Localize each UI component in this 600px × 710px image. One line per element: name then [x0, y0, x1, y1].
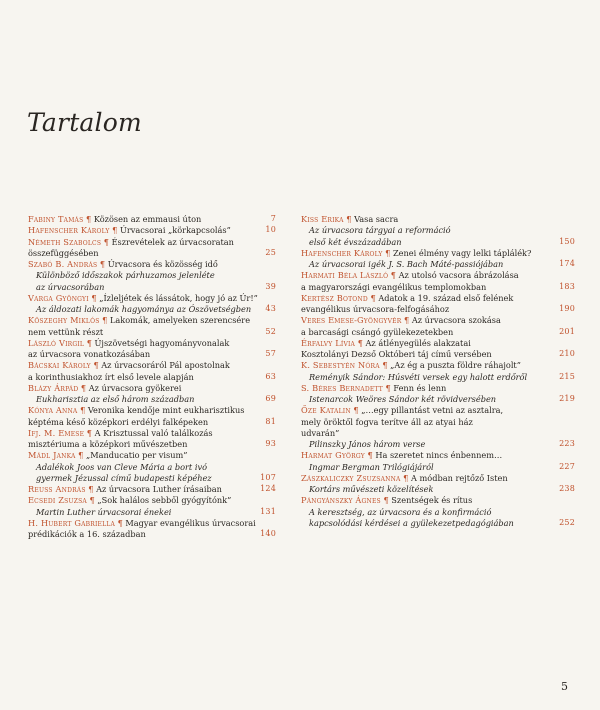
toc-title: evangélikus úrvacsora-felfogásához: [301, 304, 450, 314]
toc-entry: [28, 484, 276, 495]
toc-author: H. Hubert Gabriella: [28, 517, 115, 528]
toc-author: Kónya Anna: [28, 405, 78, 416]
pilcrow-separator: ¶: [388, 270, 399, 281]
toc-title-line: [301, 338, 575, 349]
toc-title: Veronika kendője mint eukharisztikus: [87, 405, 245, 416]
toc-subtitle: Istenarcok Weöres Sándor két rövidversében: [309, 394, 497, 404]
toc-title-line: [28, 518, 276, 529]
toc-title: Vasa sacra: [354, 214, 399, 224]
toc-entry: [301, 248, 575, 271]
toc-title-line: [28, 450, 276, 461]
toc-subtitle: Adalékok Joos van Cleve Mária a bort ivó: [36, 461, 207, 472]
toc-page-number: 223: [559, 439, 575, 448]
toc-title: Az átlényegülés alakzatai: [365, 337, 471, 348]
toc-title-line: [28, 293, 276, 304]
toc-title-line: [301, 383, 575, 394]
toc-title-line: [28, 495, 276, 506]
toc-subtitle: Pilinszky János három verse: [309, 439, 426, 449]
toc-page-number: 81: [265, 416, 276, 426]
pilcrow-separator: ¶: [75, 450, 86, 461]
pilcrow-separator: ¶: [382, 382, 394, 393]
toc-subtitle: első két évszázadában: [309, 236, 402, 247]
toc-entry: [28, 237, 276, 260]
toc-title-line: [28, 315, 276, 326]
toc-entry: [28, 450, 276, 484]
toc-title-line: [28, 529, 276, 540]
toc-entry: [301, 338, 575, 361]
toc-title: prédikációk a 16. században: [28, 529, 146, 539]
toc-page-number: 52: [265, 326, 276, 336]
toc-author: Szabó B. András: [28, 259, 98, 269]
toc-title: Ha szeretet nincs énbennem…: [375, 450, 503, 461]
toc-entry: [301, 495, 575, 529]
toc-entry: [301, 473, 575, 496]
toc-author: Harmati Béla László: [301, 270, 389, 281]
pilcrow-separator: ¶: [86, 495, 98, 506]
toc-author: László Virgil: [28, 337, 85, 348]
toc-title-line: [28, 248, 276, 259]
toc-entry: [28, 383, 276, 406]
toc-page-number: 238: [559, 484, 575, 493]
toc-entry: [28, 315, 276, 338]
toc-title-line: [301, 327, 575, 338]
toc-entry: [301, 315, 575, 338]
toc-title-line: [28, 259, 276, 270]
toc-title: a barcasági csángó gyülekezetekben: [301, 326, 454, 337]
toc-title-line: [28, 214, 276, 225]
toc-title-line: [28, 237, 276, 248]
toc-title-line: [301, 214, 575, 225]
toc-title-line: [301, 473, 575, 484]
toc-title-line: [28, 439, 276, 450]
toc-entry: [301, 383, 575, 406]
toc-subtitle: A keresztség, az úrvacsora és a konfirmáció: [309, 506, 492, 517]
pilcrow-separator: ¶: [85, 484, 97, 494]
toc-subtitle: az úrvacsorában: [36, 281, 105, 292]
toc-author: Érfalvy Lívia: [301, 337, 356, 348]
toc-title: misztériuma a középkori művészetben: [28, 439, 188, 449]
pilcrow-separator: ¶: [400, 472, 411, 483]
pilcrow-separator: ¶: [101, 236, 112, 247]
toc-title-line: [28, 428, 276, 439]
toc-title: Magyar evangélikus úrvacsorai: [125, 517, 256, 528]
toc-title: Fenn és lenn: [393, 382, 447, 393]
pilcrow-separator: ¶: [97, 259, 108, 269]
toc-entry: [28, 293, 276, 316]
toc-page-number: 190: [559, 304, 575, 313]
pilcrow-separator: ¶: [380, 495, 392, 506]
toc-author: Németh Szabolcs: [28, 236, 102, 247]
toc-author: Fabiny Tamás: [28, 214, 84, 224]
toc-page-number: 215: [559, 371, 575, 381]
toc-subtitle: Martin Luther úrvacsorai énekei: [36, 506, 172, 517]
toc-author: Hafenscher Károly: [301, 247, 383, 258]
toc-author: K. Sebestyén Nóra: [301, 360, 380, 371]
toc-author: Varga Gyöngyi: [28, 292, 89, 303]
toc-title-line: [301, 270, 575, 281]
toc-title-line: [301, 417, 575, 428]
toc-page-number: 25: [265, 247, 276, 257]
pilcrow-separator: ¶: [364, 450, 376, 461]
toc-subtitle: Az úrvacsorai igék J. S. Bach Máté-passiójában: [309, 259, 504, 269]
toc-entry: [28, 518, 276, 541]
toc-title: Szentségek és rítus: [391, 495, 473, 506]
toc-title: „…egy pillantást vetni az asztalra,: [361, 405, 504, 416]
toc-entry: [301, 405, 575, 450]
page-number: 5: [561, 680, 568, 693]
toc-title-line: [301, 405, 575, 416]
toc-title: Az utolsó vacsora ábrázolása: [398, 270, 519, 281]
pilcrow-separator: ¶: [401, 315, 412, 326]
toc-author: Bácskai Károly: [28, 360, 91, 371]
toc-entry: [301, 360, 575, 383]
toc-title: Adatok a 19. század első felének: [378, 292, 514, 303]
toc-title-line: [301, 428, 575, 439]
toc-page-number: 210: [559, 349, 575, 358]
toc-title: Az úrvacsoráról Pál apostolnak: [101, 360, 230, 371]
toc-title: képtéma késő középkori erdélyi falképeken: [28, 416, 209, 427]
toc-title: Úrvacsorai „körkapcsolás”: [119, 225, 231, 236]
toc-author: Harmat György: [301, 450, 365, 461]
toc-entry: [28, 259, 276, 293]
toc-title: „Sok halálos sebből gyógyítónk”: [97, 495, 232, 506]
toc-entry: [28, 405, 276, 428]
pilcrow-separator: ¶: [367, 292, 379, 303]
toc-title: a korinthusiakhoz írt első levele alapján: [28, 371, 194, 382]
toc-entry: [28, 338, 276, 361]
toc-entry: [301, 270, 575, 293]
toc-page-number: 124: [260, 484, 276, 493]
toc-subtitle: Az áldozati lakomák hagyománya az Ószövetségben: [36, 304, 252, 314]
toc-title-line: [301, 315, 575, 326]
toc-title-line: [28, 360, 276, 371]
toc-title-line: [301, 293, 575, 304]
toc-author: Őze Katalin: [301, 405, 351, 416]
pilcrow-separator: ¶: [379, 360, 391, 371]
toc-author: Mádl Janka: [28, 450, 76, 461]
toc-author: Veres Emese-Gyöngyvér: [301, 315, 402, 326]
pilcrow-separator: ¶: [99, 315, 110, 326]
pilcrow-separator: ¶: [109, 225, 120, 236]
toc-title: „Manducatio per visum”: [85, 450, 188, 461]
toc-title: Úrvacsora és közösség idő: [107, 259, 218, 269]
pilcrow-separator: ¶: [77, 405, 88, 416]
toc-title-line: [301, 304, 575, 315]
toc-page-number: 69: [265, 394, 276, 403]
toc-page-number: 201: [559, 326, 575, 336]
toc-title-line: [28, 327, 276, 338]
toc-title-line: [301, 248, 575, 259]
toc-author: Ecsedi Zsuzsa: [28, 495, 87, 506]
toc-author: Reuss András: [28, 484, 86, 494]
toc-title: Az úrvacsora Luther írásaiban: [96, 484, 222, 494]
toc-title: a magyarországi evangélikus templomokban: [301, 281, 487, 292]
toc-title: nem vettünk részt: [28, 326, 104, 337]
toc-author: Pángyánszky Ágnes: [301, 495, 381, 506]
toc-entry: [301, 293, 575, 316]
toc-page-number: 7: [270, 214, 276, 223]
pilcrow-separator: ¶: [78, 382, 89, 393]
toc-page-number: 219: [559, 394, 575, 403]
pilcrow-separator: ¶: [84, 337, 95, 348]
toc-left-column: [28, 214, 276, 540]
toc-author: S. Béres Bernadett: [301, 382, 383, 393]
pilcrow-separator: ¶: [90, 360, 102, 371]
toc-title: Lakomák, amelyeken szerencsére: [109, 315, 251, 326]
pilcrow-separator: ¶: [84, 427, 95, 438]
toc-page-number: 140: [260, 529, 276, 538]
toc-entry: [28, 214, 276, 225]
toc-title: összefüggésében: [28, 247, 99, 258]
toc-title: udvarán”: [301, 427, 340, 438]
toc-author: Kiss Erika: [301, 214, 344, 224]
toc-page-number: 150: [559, 236, 575, 246]
pilcrow-separator: ¶: [355, 337, 366, 348]
toc-subtitle: kapcsolódási kérdései a gyülekezetpedagógiában: [309, 517, 514, 528]
toc-title-line: [28, 417, 276, 428]
toc-author: Kertész Botond: [301, 292, 368, 303]
toc-page-number: 43: [265, 304, 276, 313]
toc-subtitle: gyermek Jézussal című budapesti képéhez: [36, 472, 212, 483]
toc-author: Hafenscher Károly: [28, 225, 110, 236]
toc-title-line: [301, 450, 575, 461]
toc-title: „Az ég a puszta földre ráhajolt”: [390, 360, 521, 371]
toc-author: Köszeghy Miklós: [28, 315, 100, 326]
toc-title: Kosztolányi Dezső Októberi táj című versében: [301, 349, 492, 359]
pilcrow-separator: ¶: [350, 405, 362, 416]
toc-title-line: [28, 405, 276, 416]
toc-subtitle: Ingmar Bergman Trilógiájáról: [309, 461, 434, 472]
page-title: Tartalom: [27, 108, 142, 137]
toc-page-number: 107: [260, 472, 276, 482]
toc-title-line: [28, 225, 276, 236]
toc-page-number: 93: [265, 439, 276, 448]
toc-subtitle: Eukharisztia az első három században: [36, 394, 195, 404]
toc-title: Az úrvacsora gyökerei: [88, 382, 182, 393]
toc-title: mely öröktől fogva terítve áll az atyai ház: [301, 416, 473, 427]
toc-title-line: [28, 484, 276, 495]
toc-title: Közösen az emmausi úton: [93, 214, 202, 224]
toc-subtitle: Kortárs művészeti közelítések: [309, 484, 434, 494]
toc-page-number: 252: [559, 517, 575, 527]
toc-page-number: 227: [559, 461, 575, 471]
toc-title: Az úrvacsora szokása: [411, 315, 501, 326]
toc-page-number: 10: [265, 225, 276, 235]
toc-entry: [301, 450, 575, 473]
toc-title: Észrevételek az úrvacsoratan: [111, 236, 234, 247]
toc-title: „Ízleljétek és lássátok, hogy jó az Úr!”: [99, 292, 258, 303]
toc-title-line: [28, 372, 276, 383]
toc-page-number: 131: [260, 506, 276, 516]
toc-entry: [301, 214, 575, 248]
toc-subtitle: Az úrvacsora tárgyai a reformáció: [309, 225, 451, 236]
toc-title: Zenei élmény vagy lelki táplálék?: [392, 247, 532, 258]
toc-subtitle: Reményik Sándor: Húsvéti versek egy halott erdőről: [309, 371, 528, 382]
toc-page-number: 174: [559, 259, 575, 268]
pilcrow-separator: ¶: [343, 214, 355, 224]
toc-page-number: 57: [265, 349, 276, 358]
toc-page-number: 39: [265, 281, 276, 291]
toc-title-line: [28, 349, 276, 360]
toc-subtitle: Különböző időszakok párhuzamos jelenléte: [36, 270, 215, 281]
toc-title: Újszövetségi hagyományvonalak: [94, 337, 230, 348]
toc-title: A Krisztussal való találkozás: [94, 427, 213, 438]
pilcrow-separator: ¶: [382, 247, 393, 258]
toc-title-line: [301, 349, 575, 360]
toc-entry: [28, 495, 276, 518]
toc-entry: [28, 225, 276, 236]
toc-author: Zászkaliczky Zsuzsanna: [301, 472, 401, 483]
toc-entry: [28, 360, 276, 383]
pilcrow-separator: ¶: [115, 517, 126, 528]
toc-title: A módban rejtőző Isten: [411, 472, 508, 483]
toc-entry: [28, 428, 276, 451]
toc-title: az úrvacsora vonatkozásában: [28, 349, 151, 359]
toc-author: Blázy Árpád: [28, 382, 79, 393]
toc-author: Ifj. M. Emese: [28, 427, 85, 438]
toc-page-number: 63: [265, 371, 276, 381]
pilcrow-separator: ¶: [88, 292, 100, 303]
toc-title-line: [28, 338, 276, 349]
pilcrow-separator: ¶: [83, 214, 94, 224]
toc-title-line: [28, 383, 276, 394]
toc-title-line: [301, 360, 575, 371]
toc-page-number: 183: [559, 281, 575, 291]
toc-title-line: [301, 495, 575, 506]
toc-right-column: [301, 214, 575, 529]
toc-title-line: [301, 282, 575, 293]
